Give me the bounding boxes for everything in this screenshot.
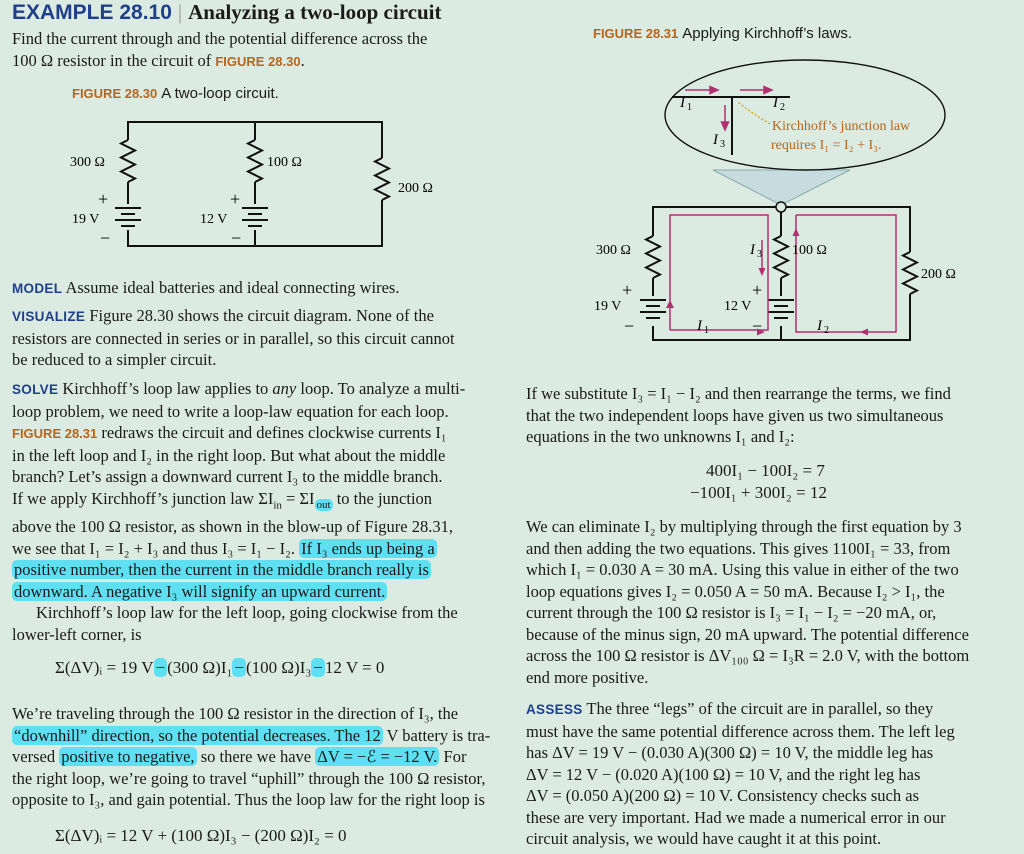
- svg-text:100 Ω: 100 Ω: [792, 243, 827, 258]
- right-paragraph-1: If we substitute I₃ = I₁ − I₂ and then rearrange the terms, we find that the two independent loops have given us two simultaneous equations in the two unknowns I₁ and I₂:: [526, 384, 951, 446]
- svg-text:I: I: [680, 95, 685, 111]
- svg-text:I: I: [697, 318, 702, 334]
- equation-a: 400I₁ − 100I₂ = 7: [706, 461, 825, 480]
- example-number: EXAMPLE 28.10: [12, 1, 172, 24]
- svg-text:+: +: [752, 280, 763, 300]
- fig30-minus-2: −: [231, 228, 242, 248]
- solve-paragraph: SOLVE Kirchhoff’s loop law applies to any loop. To analyze a multi- loop problem, we need to write a loop-law equation for each loop. FIGURE 28.31 redraws the circuit and defines clockwise currents I₁ in the left loop and I₂ in the right loop. But what about the middle branch? Let’s assign a downward current I₃ to the middle branch. If we apply Kirchhoff’s junction law $\Sigma I_{in} = \Sigma I$ $_{out}$ to the junction above the 100 Ω resistor, as shown in the blow-up of Figure 28.31, we see that I₁ = I₂ + I₃ and thus I₃ = I₁ − I₂. If I₃ ends up being a positive number, then the current in the middle branch really is downward. A negative I₃ will signify an upward current. Kirchhoff’s loop law for the left loop, going clockwise from the lower-left corner, is: [12, 379, 466, 644]
- figure-28-31-circuit: [580, 55, 1000, 355]
- svg-text:12 V: 12 V: [724, 299, 752, 314]
- svg-text:3: 3: [757, 249, 762, 260]
- fig30-r1-label: 300 Ω: [70, 155, 105, 170]
- svg-text:19 V: 19 V: [594, 299, 622, 314]
- fig30-v2-label: 12 V: [200, 212, 228, 227]
- right-paragraph-2: We can eliminate I₂ by multiplying through the first equation by 3 and then adding the two equations. This gives 1100I₁ = 33, from which I₁ = 0.030 A = 30 mA. Using this value in either of the two loop equations gives I₂ = 0.050 A = 50 mA. Because I₂ > I₁, the current through the 100 Ω resistor is I₃ = I₁ − I₂ = −20 mA, or, because of the minus sign, 20 mA upward. The potential difference across the 100 Ω resistor is ΔV₁₀₀ Ω = I₃R = 2.0 V, with the bottom end more positive.: [526, 517, 970, 687]
- figure-28-31-caption: FIGURE 28.31 Applying Kirchhoff’s laws.: [593, 25, 853, 42]
- svg-text:1: 1: [704, 325, 709, 336]
- svg-text:3: 3: [720, 139, 725, 150]
- fig30-r2-label: 100 Ω: [267, 155, 302, 170]
- svg-text:200 Ω: 200 Ω: [921, 267, 956, 282]
- figure-28-30-caption: FIGURE 28.30 A two-loop circuit.: [72, 85, 279, 102]
- right-loop-paragraph: We’re traveling through the 100 Ω resistor in the direction of I₃, the “downhill” direction, so the potential decreases. The 12 V battery is tra- versed positive to negative, so there we have ΔV = −ℰ = −12 V. For the right loop, we’re going to travel “uphill” through the 100 Ω resistor, opposite to I₃, and gain potential. Thus the loop law for the right loop is: [12, 704, 491, 809]
- svg-text:−: −: [752, 316, 763, 336]
- svg-text:2: 2: [824, 325, 829, 336]
- intro-paragraph: Find the current through and the potential difference across the 100 Ω resistor in the circuit of FIGURE 28.30.: [12, 29, 428, 70]
- model-paragraph: MODEL Assume ideal batteries and ideal connecting wires.: [12, 278, 400, 297]
- svg-text:I: I: [750, 242, 755, 258]
- equation-left-loop: Σ(ΔV)ᵢ = 19 V − (300 Ω)I₁ − (100 Ω)I₃ − 12 V = 0: [55, 658, 385, 677]
- svg-text:300 Ω: 300 Ω: [596, 243, 631, 258]
- svg-text:I: I: [773, 95, 778, 111]
- svg-text:1: 1: [687, 102, 692, 113]
- example-title: Analyzing a two-loop circuit: [188, 0, 442, 24]
- svg-text:I: I: [713, 132, 718, 148]
- equation-b: −100I₁ + 300I₂ = 12: [690, 483, 827, 502]
- visualize-paragraph: VISUALIZE Figure 28.30 shows the circuit diagram. None of the resistors are connected in series or in parallel, so this circuit cannot be reduced to a simpler circuit.: [12, 306, 455, 369]
- fig30-r3-label: 200 Ω: [398, 181, 433, 196]
- example-header: EXAMPLE 28.10 | Analyzing a two-loop circuit: [12, 0, 442, 24]
- assess-paragraph: ASSESS The three “legs” of the circuit are in parallel, so they must have the same potential difference across them. The left leg has ΔV = 19 V − (0.030 A)(300 Ω) = 10 V, the middle leg has ΔV = 12 V − (0.020 A)(100 Ω) = 10 V, and the right leg has ΔV = (0.050 A)(200 Ω) = 10 V. Consistency checks such as these are very important. Had we made a numerical error in our circuit analysis, we would have caught it at this point.: [526, 699, 955, 848]
- svg-text:2: 2: [780, 102, 785, 113]
- highlight-1: If I₃ ends up being a: [301, 538, 435, 558]
- svg-text:I: I: [817, 318, 822, 334]
- fig30-plus-2: +: [230, 189, 241, 209]
- equation-right-loop: Σ(ΔV)ᵢ = 12 V + (100 Ω)I₃ − (200 Ω)I₂ = 0: [55, 826, 347, 845]
- junction-law-text-1: Kirchhoff’s junction law: [772, 119, 911, 134]
- svg-text:+: +: [622, 280, 633, 300]
- svg-text:−: −: [624, 316, 635, 336]
- fig30-v1-label: 19 V: [72, 212, 100, 227]
- figure-28-30-circuit: [60, 110, 460, 260]
- fig30-plus-1: +: [98, 189, 109, 209]
- fig30-minus-1: −: [100, 228, 111, 248]
- junction-law-text-2: requires I₁ = I₂ + I₃.: [771, 138, 882, 153]
